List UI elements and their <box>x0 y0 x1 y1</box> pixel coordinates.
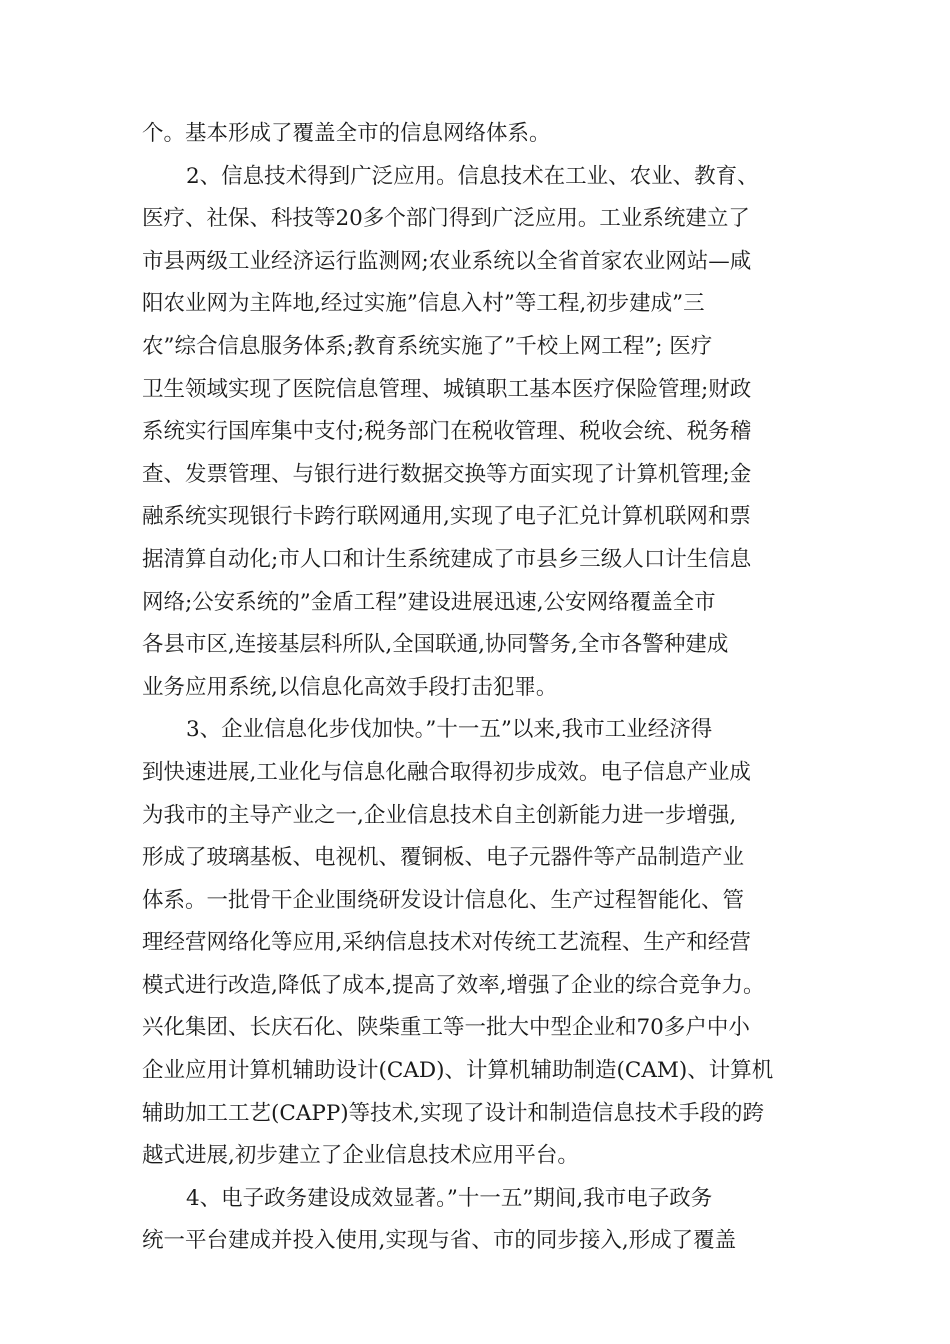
text-line: 形成了玻璃基板、电视机、覆铜板、电子元器件等产品制造产业 <box>142 845 745 871</box>
paragraph-2-start: 2、信息技术得到广泛应用。信息技术在工业、农业、教育、 <box>186 163 759 189</box>
text-line: 卫生领域实现了医院信息管理、城镇职工基本医疗保险管理;财政 <box>142 376 752 402</box>
text-line: 为我市的主导产业之一,企业信息技术自主创新能力进一步增强, <box>142 802 737 828</box>
text-line: 系统实行国库集中支付;税务部门在税收管理、税收会统、税务稽 <box>142 419 752 445</box>
text-line: 模式进行改造,降低了成本,提高了效率,增强了企业的综合竞争力。 <box>142 972 765 998</box>
text-line: 农”综合信息服务体系;教育系统实施了”千校上网工程”; 医疗 <box>142 333 713 359</box>
text-line: 阳农业网为主阵地,经过实施”信息入村”等工程,初步建成”三 <box>142 291 705 317</box>
text-line: 体系。一批骨干企业围绕研发设计信息化、生产过程智能化、管 <box>142 887 745 913</box>
text-line: 越式进展,初步建立了企业信息技术应用平台。 <box>142 1143 579 1169</box>
paragraph-3-start: 3、企业信息化步伐加快。”十一五”以来,我市工业经济得 <box>186 717 713 743</box>
text-line: 据清算自动化;市人口和计生系统建成了市县乡三级人口计生信息 <box>142 546 752 572</box>
text-line: 企业应用计算机辅助设计(CAD)、计算机辅助制造(CAM)、计算机 <box>142 1058 774 1084</box>
text-line: 医疗、社保、科技等20多个部门得到广泛应用。工业系统建立了 <box>142 206 750 232</box>
text-line: 辅助加工工艺(CAPP)等技术,实现了设计和制造信息技术手段的跨 <box>142 1100 765 1126</box>
text-line: 查、发票管理、与银行进行数据交换等方面实现了计算机管理;金 <box>142 461 752 487</box>
text-line: 理经营网络化等应用,采纳信息技术对传统工艺流程、生产和经营 <box>142 930 751 956</box>
text-line: 到快速进展,工业化与信息化融合取得初步成效。电子信息产业成 <box>142 759 751 785</box>
text-line: 兴化集团、长庆石化、陕柴重工等一批大中型企业和70多户中小 <box>142 1015 750 1041</box>
text-line: 各县市区,连接基层科所队,全国联通,协同警务,全市各警种建成 <box>142 632 729 658</box>
text-line: 市县两级工业经济运行监测网;农业系统以全省首家农业网站—咸 <box>142 248 752 274</box>
body-text <box>142 113 832 1263</box>
text-line: 业务应用系统,以信息化高效手段打击犯罪。 <box>142 674 558 700</box>
text-line: 网络;公安系统的”金盾工程”建设进展迅速,公安网络覆盖全市 <box>142 589 716 615</box>
text-line: 融系统实现银行卡跨行联网通用,实现了电子汇兑计算机联网和票 <box>142 504 751 530</box>
text-line: 统一平台建成并投入使用,实现与省、市的同步接入,形成了覆盖 <box>142 1228 737 1254</box>
paragraph-4-start: 4、电子政务建设成效显著。”十一五”期间,我市电子政务 <box>186 1185 713 1211</box>
text-line: 个。基本形成了覆盖全市的信息网络体系。 <box>142 121 551 146</box>
